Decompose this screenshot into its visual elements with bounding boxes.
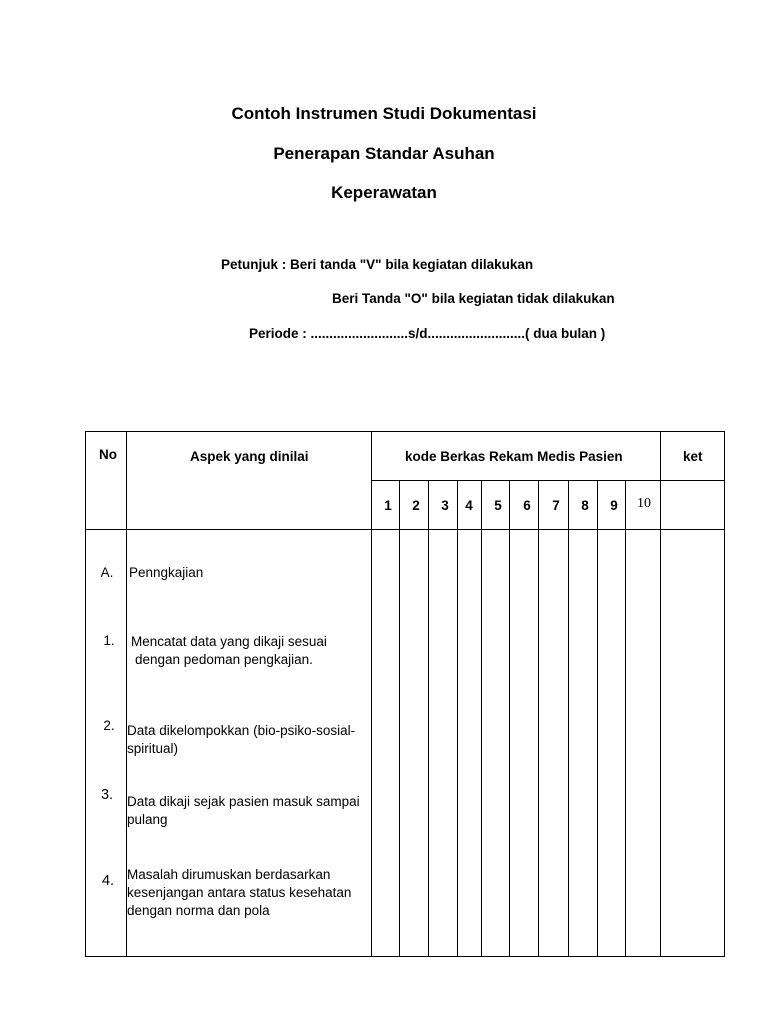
aspect-row-1-line1: Mencatat data yang dikaji sesuai: [131, 634, 327, 649]
row-label-4: 4.: [101, 873, 115, 889]
aspect-row-3-line2: pulang: [127, 812, 168, 827]
instruction-o: Beri Tanda "O" bila kegiatan tidak dilakukan: [332, 291, 615, 306]
aspect-row-4-line1: Masalah dirumuskan berdasarkan: [127, 867, 331, 882]
document-subtitle-2: Keperawatan: [331, 183, 437, 202]
assessment-table: [85, 431, 725, 957]
col-number-8: 8: [581, 498, 589, 513]
col-divider-2: [428, 481, 429, 956]
aspect-row-2: [127, 722, 371, 758]
aspect-row-4-line3: dengan norma dan pola: [127, 903, 270, 918]
col-number-4: 4: [465, 498, 473, 513]
col-divider-5: [509, 481, 510, 956]
aspect-row-1: [131, 633, 371, 669]
aspect-row-3: [127, 793, 371, 829]
col-number-5: 5: [494, 498, 502, 513]
aspect-row-2-line2: spiritual): [127, 741, 179, 756]
col-number-2: 2: [412, 498, 420, 513]
col-divider-7: [568, 481, 569, 956]
col-number-7: 7: [552, 498, 560, 513]
header-ket: ket: [683, 449, 703, 464]
document-subtitle: Penerapan Standar Asuhan: [273, 144, 495, 163]
row-label-a: A.: [100, 565, 114, 580]
aspect-row-3-line1: Data dikaji sejak pasien masuk sampai: [127, 794, 360, 809]
col-number-3: 3: [441, 498, 449, 513]
row-label-1: 1.: [103, 633, 115, 648]
header-subdivider: [371, 480, 724, 481]
col-divider-3: [457, 481, 458, 956]
period-line: Periode : ..........................s/d..........................( dua bulan ): [249, 326, 606, 341]
col-number-10: 10: [637, 496, 651, 511]
aspect-row-4-line2: kesenjangan antara status kesehatan: [127, 885, 352, 900]
header-aspect: Aspek yang dinilai: [190, 449, 309, 464]
col-divider-8: [597, 481, 598, 956]
col-number-9: 9: [610, 498, 618, 513]
header-no: No: [99, 447, 117, 462]
col-divider-4: [481, 481, 482, 956]
col-divider-9: [625, 481, 626, 956]
row-label-3: 3.: [100, 787, 114, 803]
col-divider-6: [538, 481, 539, 956]
col-divider-aspect: [371, 432, 372, 956]
aspect-row-2-line1: Data dikelompokkan (bio-psiko-sosial-: [127, 723, 356, 738]
aspect-row-1-line2: dengan pedoman pengkajian.: [135, 652, 313, 667]
col-number-1: 1: [384, 498, 392, 513]
instruction-v: Petunjuk : Beri tanda "V" bila kegiatan dilakukan: [221, 257, 534, 272]
document-title: Contoh Instrumen Studi Dokumentasi: [231, 104, 537, 123]
col-divider-1: [399, 481, 400, 956]
col-divider-ket: [660, 432, 661, 956]
aspect-pengkajian: Penngkajian: [129, 565, 204, 580]
header-kode: kode Berkas Rekam Medis Pasien: [405, 449, 623, 464]
col-number-6: 6: [523, 498, 531, 513]
header-bottom-line: [86, 529, 724, 530]
aspect-row-4: [127, 866, 365, 920]
row-label-2: 2.: [103, 718, 115, 733]
